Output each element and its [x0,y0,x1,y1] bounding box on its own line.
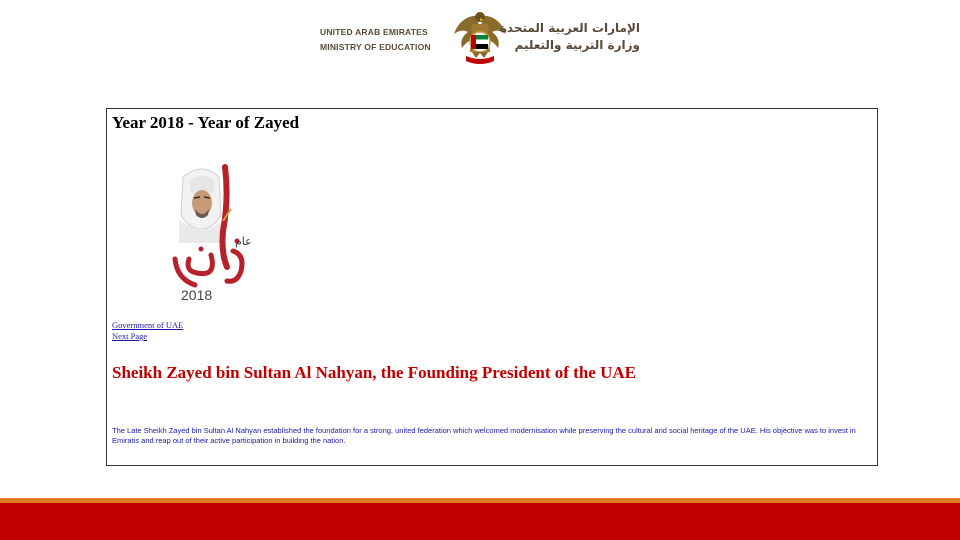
poster-year: 2018 [181,287,213,303]
headline: Sheikh Zayed bin Sultan Al Nahyan, the Founding President of the UAE [112,363,636,382]
logo-en-line2: MINISTRY OF EDUCATION [320,42,431,52]
logo-english-text [320,25,431,55]
page-title: Year 2018 - Year of Zayed [112,113,300,132]
webpage-frame [106,108,878,466]
footer-red-bar [0,503,960,540]
logo-arabic-text [500,20,640,54]
bio-paragraph: The Late Sheikh Zayed bin Sultan Al Nahyan established the foundation for a strong, united federation which welcomed modernisation while preserving the cultural and social heritage of the UAE. His objective was to invest in Emiratis and reap out of their active participation in building the nation. [112,426,856,445]
logo-en-line1: UNITED ARAB EMIRATES [320,27,428,37]
ministry-logo [318,8,642,70]
poster-word: عام [235,235,252,248]
year-of-zayed-poster [167,159,257,309]
next-page-link[interactable]: Next Page [112,331,148,341]
sheikh-zayed-portrait [179,169,225,243]
logo-ar-line2: وزارة التربية والتعليم [514,38,640,52]
government-of-uae-link[interactable]: Government of UAE [112,320,184,330]
logo-ar-line1: الإمارات العربية المتحدة [499,21,640,35]
